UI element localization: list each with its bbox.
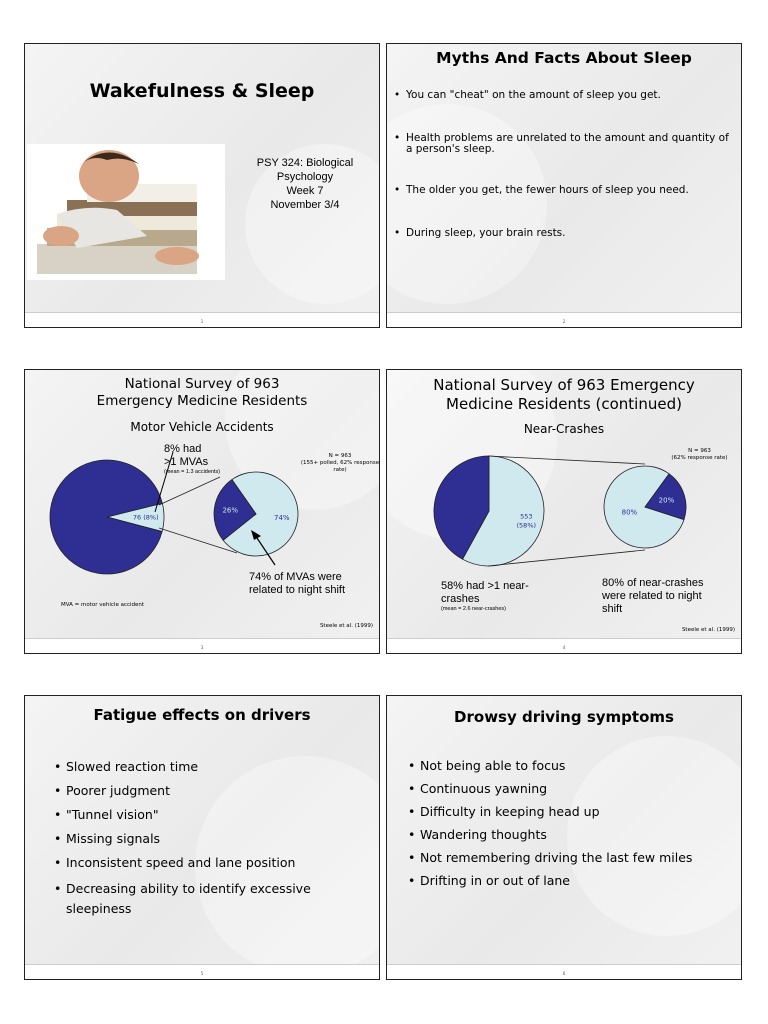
callout-text: 8% had — [164, 443, 202, 455]
list-item: • Not being able to focus — [407, 758, 737, 774]
page-number: 5 — [200, 971, 204, 976]
list-item: • During sleep, your brain rests. — [393, 228, 733, 239]
list-item: • "Tunnel vision" — [53, 807, 353, 823]
callout-text: 58% had >1 near-crashes — [441, 580, 529, 605]
pie-slice-label: 76 (8%) — [132, 513, 159, 522]
slide-title: Drowsy driving symptoms — [454, 708, 674, 726]
callout-mean: (mean = 1.3 accidents) — [164, 469, 221, 475]
week-label: Week 7 — [286, 185, 324, 197]
list-item: • You can "cheat" on the amount of sleep you get. — [393, 90, 733, 101]
page-number: 6 — [562, 971, 566, 976]
pie-slice-label: 74% — [273, 514, 290, 523]
list-item: • Wandering thoughts — [407, 827, 737, 843]
page-number: 1 — [200, 319, 204, 324]
night-shift-callout: 80% of near-crashes were related to night shift — [602, 577, 704, 615]
pie-chart-mva-night-shift — [214, 472, 298, 556]
footnote: MVA = motor vehicle accident — [61, 602, 145, 608]
slide-title: Fatigue effects on drivers — [93, 706, 311, 724]
list-item: • Drifting in or out of lane — [407, 873, 737, 889]
page-number: 2 — [562, 319, 566, 324]
slide-6 — [386, 695, 742, 980]
sample-size — [657, 448, 742, 462]
slide-title: National Survey of 963 Emergency Medicine Residents (continued) — [433, 376, 695, 413]
page-number: 3 — [200, 645, 204, 650]
sleeping-student-image — [27, 144, 225, 280]
pie-slice-label: 20% — [658, 496, 675, 505]
connector-line — [159, 477, 220, 505]
slide-subtitle: Near-Crashes — [523, 422, 605, 436]
list-item: • Health problems are unrelated to the amount and quantity of a person's sleep. — [393, 133, 733, 155]
drowsy-symptoms-list — [407, 758, 737, 889]
fatigue-effects-list — [53, 759, 353, 919]
slide-4 — [386, 369, 742, 654]
list-item: • Decreasing ability to identify excessive sleepiness — [53, 879, 353, 919]
mva-callout — [164, 443, 224, 476]
slide-1 — [24, 43, 380, 328]
slide-3 — [24, 369, 380, 654]
list-item: • Missing signals — [53, 831, 353, 847]
pie-chart-near-crashes — [434, 456, 544, 566]
pie-chart-mva — [50, 460, 164, 574]
slide-title: Myths And Facts About Sleep — [436, 49, 692, 67]
list-item: • Slowed reaction time — [53, 759, 353, 775]
slide-title: Wakefulness & Sleep — [89, 80, 315, 102]
list-item: • Not remembering driving the last few miles — [407, 850, 737, 866]
slide-title: National Survey of 963 Emergency Medicine Residents — [96, 376, 308, 409]
sample-size-label: N = 963 — [328, 453, 352, 459]
course-name: PSY 324: Biological Psychology — [256, 157, 354, 183]
slide-5 — [24, 695, 380, 980]
pie-slice-label: 80% — [621, 508, 638, 517]
citation: Steele et al. (1999) — [319, 623, 373, 629]
date-label: November 3/4 — [270, 199, 340, 211]
callout-mean: (mean = 2.6 near-crashes) — [441, 606, 506, 612]
slide-subtitle: Motor Vehicle Accidents — [130, 420, 274, 434]
sample-size-detail: (62% response rate) — [671, 455, 728, 461]
citation: Steele et al. (1999) — [681, 627, 735, 633]
page-number: 4 — [562, 645, 566, 650]
list-item: • Poorer judgment — [53, 783, 353, 799]
list-item: • Difficulty in keeping head up — [407, 804, 737, 820]
pie-slice-label: 26% — [222, 506, 239, 515]
slide-2 — [386, 43, 742, 328]
list-item: • Continuous yawning — [407, 781, 737, 797]
myths-list — [393, 90, 733, 239]
pie-slice-label: 553 (58%) — [516, 512, 537, 530]
student-on-books-picture — [27, 144, 225, 280]
list-item: • The older you get, the fewer hours of sleep you need. — [393, 185, 733, 196]
list-item: • Inconsistent speed and lane position — [53, 855, 353, 871]
night-shift-callout: 74% of MVAs were related to night shift — [249, 571, 346, 596]
pie-chart-near-crashes-night-shift — [604, 466, 686, 548]
callout-text: >1 MVAs — [164, 456, 209, 468]
course-info — [235, 156, 375, 212]
sample-size-detail: (155+ polled, 62% response rate) — [300, 460, 380, 473]
sample-size-label: N = 963 — [688, 448, 711, 454]
near-crash-callout — [441, 580, 551, 613]
sample-size — [300, 453, 380, 474]
mva-pie-charts — [25, 370, 380, 654]
